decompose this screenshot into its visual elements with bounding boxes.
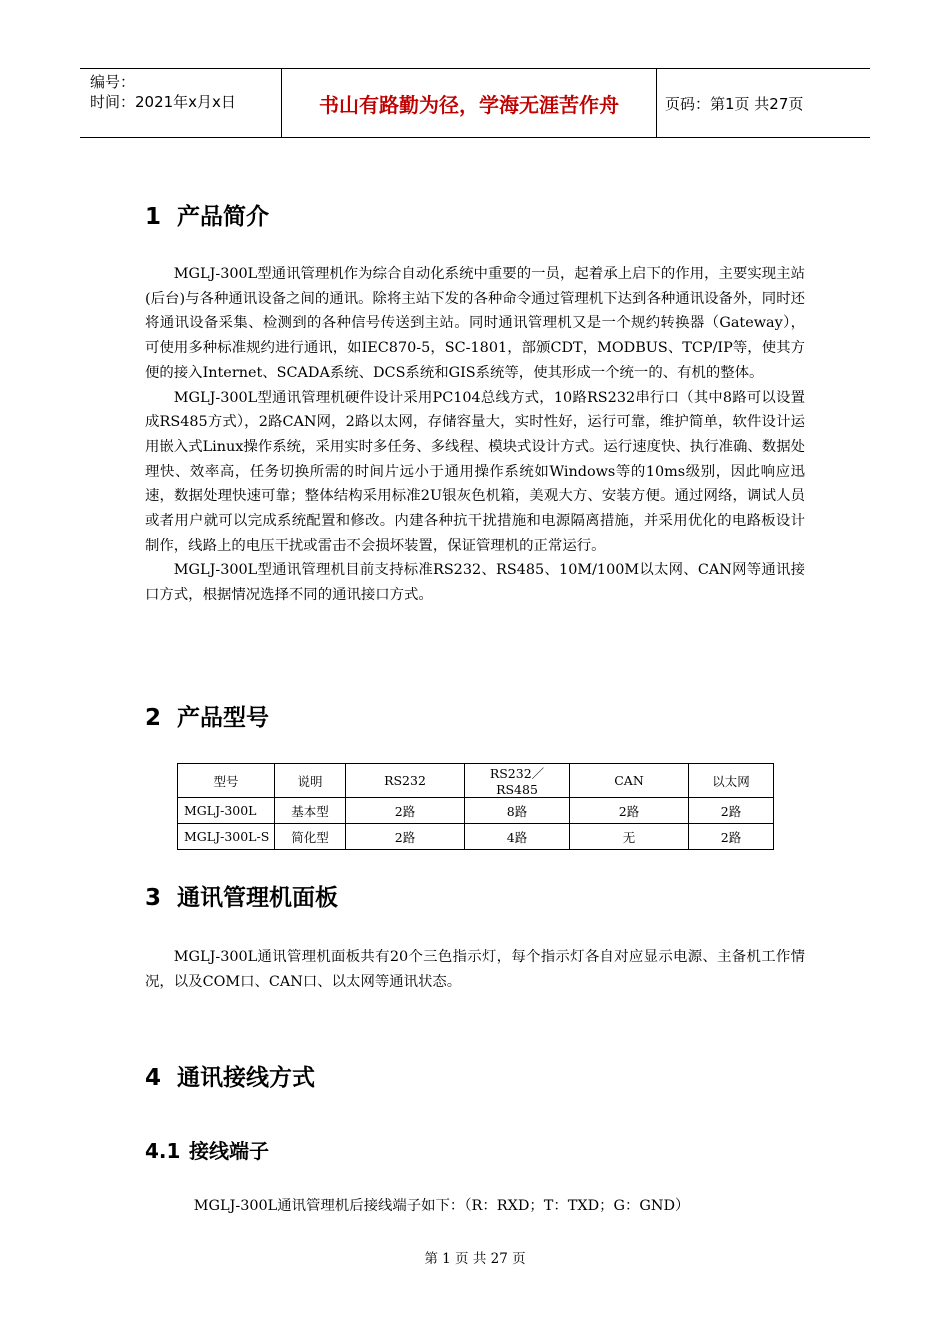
- table-cell: 2路: [689, 824, 774, 850]
- section-3-heading: [145, 879, 338, 912]
- section-4-heading: [145, 1059, 315, 1092]
- table-header-cell: 以太网: [689, 764, 774, 798]
- section-title: 产品型号: [177, 705, 269, 731]
- section-title: 通讯接线方式: [177, 1065, 315, 1091]
- header-time: 时间：2021年x月x日: [90, 93, 236, 111]
- table-header-cell: 说明: [275, 764, 346, 798]
- header-page-info: 页码：第1页 共27页: [665, 94, 804, 113]
- section-number: 3: [145, 885, 162, 911]
- section-title: 接线端子: [189, 1139, 269, 1163]
- section-2-heading: [145, 699, 269, 732]
- section-title: 产品简介: [177, 204, 269, 230]
- section-number: 2: [145, 705, 162, 731]
- wiring-body: [165, 1194, 825, 1219]
- table-header-row: [178, 764, 774, 798]
- table-header-cell: CAN: [570, 764, 689, 798]
- section-number: 4.1: [145, 1139, 181, 1163]
- table-cell: 2路: [346, 824, 465, 850]
- page-footer: 第 1 页 共 27 页: [424, 1251, 526, 1267]
- model-table: [177, 763, 774, 850]
- table-cell: MGLJ-300L: [178, 798, 275, 824]
- table-header-cell: 型号: [178, 764, 275, 798]
- table-header-cell: RS232／RS485: [465, 764, 570, 798]
- table-cell: 基本型: [275, 798, 346, 824]
- document-header: [80, 68, 870, 138]
- section-4-1-heading: [145, 1135, 269, 1164]
- paragraph: MGLJ-300L通讯管理机后接线端子如下：（R：RXD；T：TXD；G：GND）: [193, 1198, 690, 1214]
- header-motto: 书山有路勤为径，学海无涯苦作舟: [282, 69, 657, 137]
- table-cell: 简化型: [275, 824, 346, 850]
- table-cell: 4路: [465, 824, 570, 850]
- table-cell: 8路: [465, 798, 570, 824]
- intro-body: [145, 262, 805, 608]
- table-row: [178, 824, 774, 850]
- paragraph: MGLJ-300L型通讯管理机目前支持标准RS232、RS485、10M/100M以太网、CAN网等通讯接口方式，根据情况选择不同的通讯接口方式。: [145, 562, 805, 604]
- paragraph: MGLJ-300L型通讯管理机硬件设计采用PC104总线方式，10路RS232串行口（其中8路可以设置成RS485方式），2路CAN网，2路以太网，存储容量大，实时性好，运行可靠，维护简单，软件设计运用嵌入式Linux操作系统，采用实时多任务、多线程、模块式设计方式。运行速度快、执行准确、数据处理快、效率高，任务切换所需的时间片远小于通用操作系统如Windows等的10ms级别，因此响应迅速，数据处理快速可靠；整体结构采用标准2U银灰色机箱，美观大方、安装方便。通过网络，调试人员或者用户就可以完成系统配置和修改。内建各种抗干扰措施和电源隔离措施，并采用优化的电路板设计制作，线路上的电压干扰或雷击不会损坏装置，保证管理机的正常运行。: [145, 389, 805, 554]
- paragraph: MGLJ-300L型通讯管理机作为综合自动化系统中重要的一员，起着承上启下的作用，主要实现主站(后台)与各种通讯设备之间的通讯。除将主站下发的各种命令通过管理机下达到各种通讯设备外，同时还将通讯设备采集、检测到的各种信号传送到主站。同时通讯管理机又是一个规约转换器（Gateway），可使用多种标准规约进行通讯，如IEC870-5，SC-1801，部颁CDT，MODBUS、TCP/IP等，使其方便的接入Internet、SCADA系统、DCS系统和GIS系统等，使其形成一个统一的、有机的整体。: [145, 266, 805, 381]
- section-number: 4: [145, 1065, 162, 1091]
- table-cell: 2路: [570, 798, 689, 824]
- header-number: 编号：: [90, 73, 136, 91]
- section-title: 通讯管理机面板: [177, 885, 338, 911]
- paragraph: MGLJ-300L通讯管理机面板共有20个三色指示灯，每个指示灯各自对应显示电源、主备机工作情况，以及COM口、CAN口、以太网等通讯状态。: [145, 949, 805, 990]
- table-cell: 2路: [689, 798, 774, 824]
- table-cell: MGLJ-300L-S: [178, 824, 275, 850]
- panel-body: [145, 945, 805, 994]
- table-row: [178, 798, 774, 824]
- header-meta: [80, 69, 282, 137]
- table-cell: 无: [570, 824, 689, 850]
- table-header-cell: RS232: [346, 764, 465, 798]
- section-number: 1: [145, 204, 162, 230]
- section-1-heading: [145, 198, 269, 231]
- table-cell: 2路: [346, 798, 465, 824]
